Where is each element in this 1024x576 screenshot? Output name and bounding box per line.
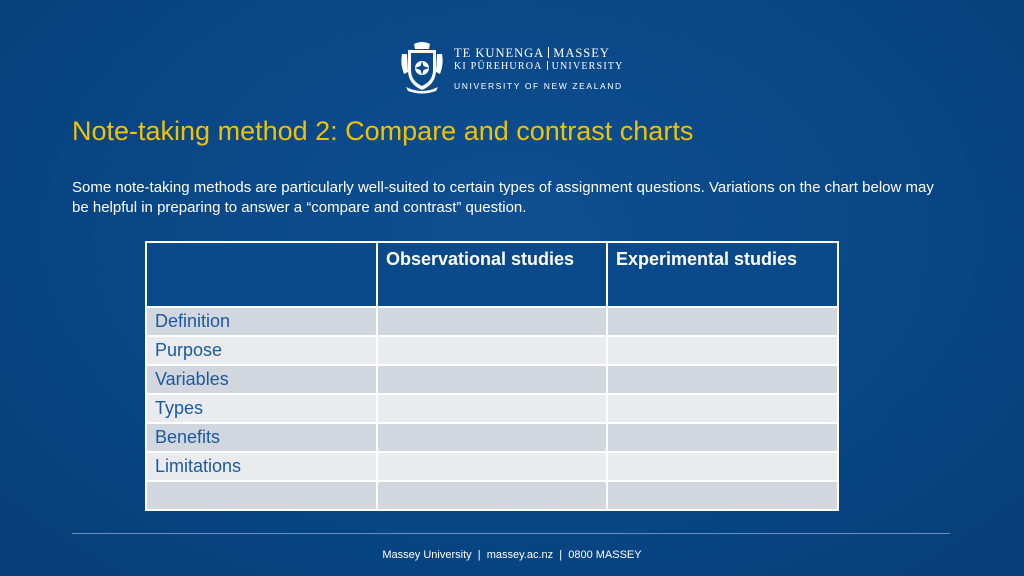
row-label: Benefits [146, 423, 377, 452]
logo-massey: MASSEY [553, 46, 610, 60]
observational-cell [377, 365, 607, 394]
experimental-cell [607, 481, 838, 510]
table-row [146, 365, 838, 394]
logo-university: UNIVERSITY [551, 61, 624, 72]
slide-intro: Some note-taking methods are particularly well-suited to certain types of assignment questions. Variations on the chart below may be helpful in preparing to answer a “compare and contrast” question. [72, 179, 934, 216]
experimental-cell [607, 336, 838, 365]
experimental-cell [607, 365, 838, 394]
table-row [146, 394, 838, 423]
table-header-row [146, 242, 838, 307]
logo-wordmark [454, 46, 624, 91]
logo-divider [547, 61, 548, 70]
row-label: Limitations [146, 452, 377, 481]
observational-cell [377, 336, 607, 365]
compare-contrast-table [145, 241, 839, 511]
footer-text: Massey University | massey.ac.nz | 0800 MASSEY [382, 549, 642, 561]
experimental-cell [607, 423, 838, 452]
experimental-cell [607, 452, 838, 481]
table-row [146, 452, 838, 481]
logo-divider [548, 47, 549, 58]
massey-logo [398, 40, 630, 96]
university-crest-icon [398, 40, 446, 94]
header-experimental: Experimental studies [607, 242, 838, 307]
table-row [146, 423, 838, 452]
observational-cell [377, 394, 607, 423]
header-empty-cell [146, 242, 377, 307]
observational-cell [377, 481, 607, 510]
observational-cell [377, 452, 607, 481]
table-row [146, 481, 838, 510]
table-row [146, 336, 838, 365]
logo-tagline: UNIVERSITY OF NEW ZEALAND [454, 81, 623, 91]
logo-te-kunenga: TE KUNENGA [454, 46, 545, 60]
table-row [146, 307, 838, 336]
header-observational: Observational studies [377, 242, 607, 307]
slide-title: Note-taking method 2: Compare and contrast charts [72, 116, 694, 146]
row-label: Purpose [146, 336, 377, 365]
experimental-cell [607, 394, 838, 423]
observational-cell [377, 423, 607, 452]
row-label: Definition [146, 307, 377, 336]
experimental-cell [607, 307, 838, 336]
observational-cell [377, 307, 607, 336]
logo-ki-purehuroa: KI PŪREHUROA [454, 61, 543, 72]
row-label: Types [146, 394, 377, 423]
row-label: Variables [146, 365, 377, 394]
row-label [146, 481, 377, 510]
footer-divider [72, 533, 950, 534]
